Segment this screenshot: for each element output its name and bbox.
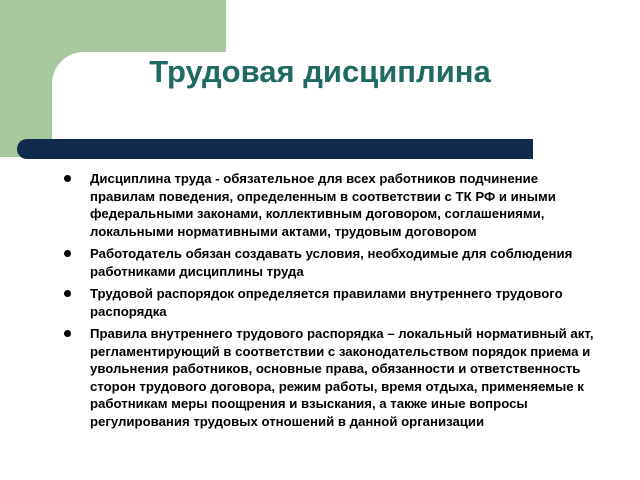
bullet-dot-icon <box>64 175 71 182</box>
bullet-dot-icon <box>64 290 71 297</box>
bullet-text: Дисциплина труда - обязательное для всех работников подчинение правилам поведения, определенным в соответствии с ТК РФ и иными федеральными законами, коллективным договором, соглашениями, локальными нормативными актами, трудовым договором <box>90 171 556 239</box>
bullet-text: Правила внутреннего трудового распорядка – локальный нормативный акт, регламентирующий в соответствии с законодательством порядок приема и увольнения работников, основные права, обязанности и ответственность сторон трудового договора, режим работы, время отдыха, применяемые к работникам меры поощрения и взыскания, а также иные вопросы регулирования трудовых отношений в данной организации <box>90 326 594 429</box>
bullet-dot-icon <box>64 330 71 337</box>
bullet-item <box>64 170 604 240</box>
bullet-list <box>64 170 604 435</box>
slide-title: Трудовая дисциплина <box>149 54 491 89</box>
bullet-text: Работодатель обязан создавать условия, необходимые для соблюдения работниками дисциплины труда <box>90 246 573 279</box>
bullet-dot-icon <box>64 250 71 257</box>
title-divider-bar <box>17 139 533 159</box>
bullet-text: Трудовой распорядок определяется правилами внутреннего трудового распорядка <box>90 286 563 319</box>
bullet-item <box>64 325 604 430</box>
bullet-item <box>64 245 604 280</box>
bullet-item <box>64 285 604 320</box>
